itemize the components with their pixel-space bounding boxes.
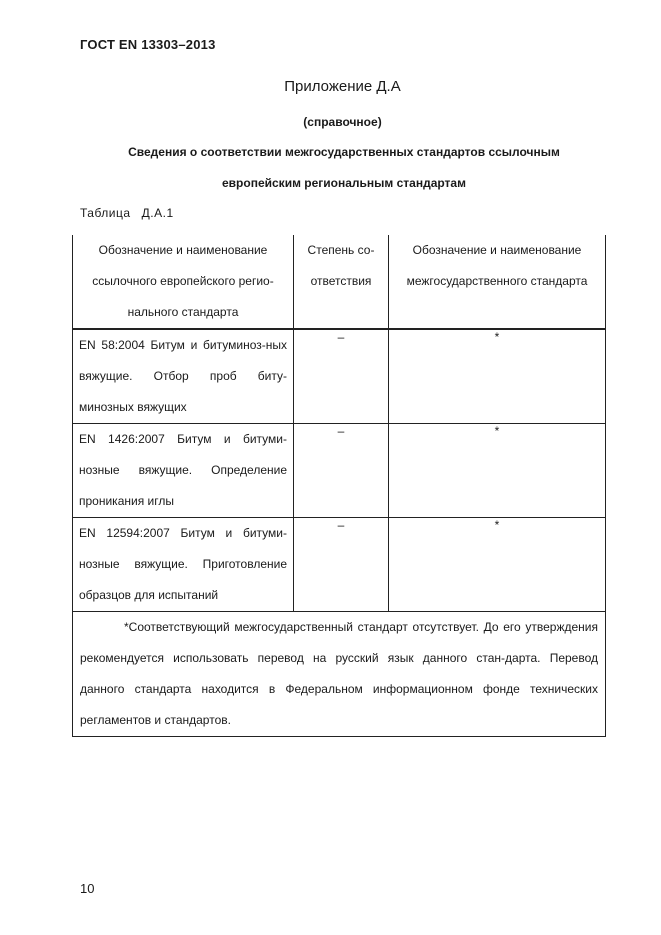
table-row [73,518,606,612]
cell-reference-standard: EN 58:2004 Битум и битуминоз-ных вяжущие. Отбор проб биту-минозных вяжущих [73,329,294,424]
table-footnote-row [73,612,606,737]
annex-status-note: (справочное) [303,115,382,129]
column-header-degree-of-conformity: Степень со-ответствия [294,235,389,329]
document-code: ГОСТ EN 13303–2013 [80,37,216,52]
table-header-row [73,235,606,329]
annex-title: Приложение Д.А [284,78,401,95]
table-caption [80,206,174,220]
cell-interstate-standard: * [389,329,606,424]
table-caption-number: Д.А.1 [141,206,174,220]
column-header-interstate-standard: Обозначение и наименование межгосударственного стандарта [389,235,606,329]
cell-degree: – [294,518,389,612]
column-header-reference-standard: Обозначение и наименование ссылочного европейского регио-нального стандарта [73,235,294,329]
cell-degree: – [294,329,389,424]
cell-interstate-standard: * [389,424,606,518]
table-row [73,424,606,518]
footnote-text: *Соответствующий межгосударственный стандарт отсутствует. До его утверждения рекомендуется использовать перевод на русский язык данного стан-дарта. Перевод данного стандарта находится в Федеральном информационном фонде технических регламентов и стандартов. [80,620,598,727]
annex-heading-line2: европейским региональным стандартам [222,176,466,190]
page-number: 10 [80,881,95,896]
cell-degree: – [294,424,389,518]
cell-reference-standard: EN 12594:2007 Битум и битуми-нозные вяжущие. Приготовление образцов для испытаний [73,518,294,612]
cell-reference-standard: EN 1426:2007 Битум и битуми-нозные вяжущие. Определение проникания иглы [73,424,294,518]
cell-interstate-standard: * [389,518,606,612]
table-row [73,329,606,424]
standards-table [72,235,606,737]
table-footnote [73,612,606,737]
annex-heading-line1: Сведения о соответствии межгосударственных стандартов ссылочным [128,145,560,159]
table-caption-word: Таблица [80,206,131,220]
